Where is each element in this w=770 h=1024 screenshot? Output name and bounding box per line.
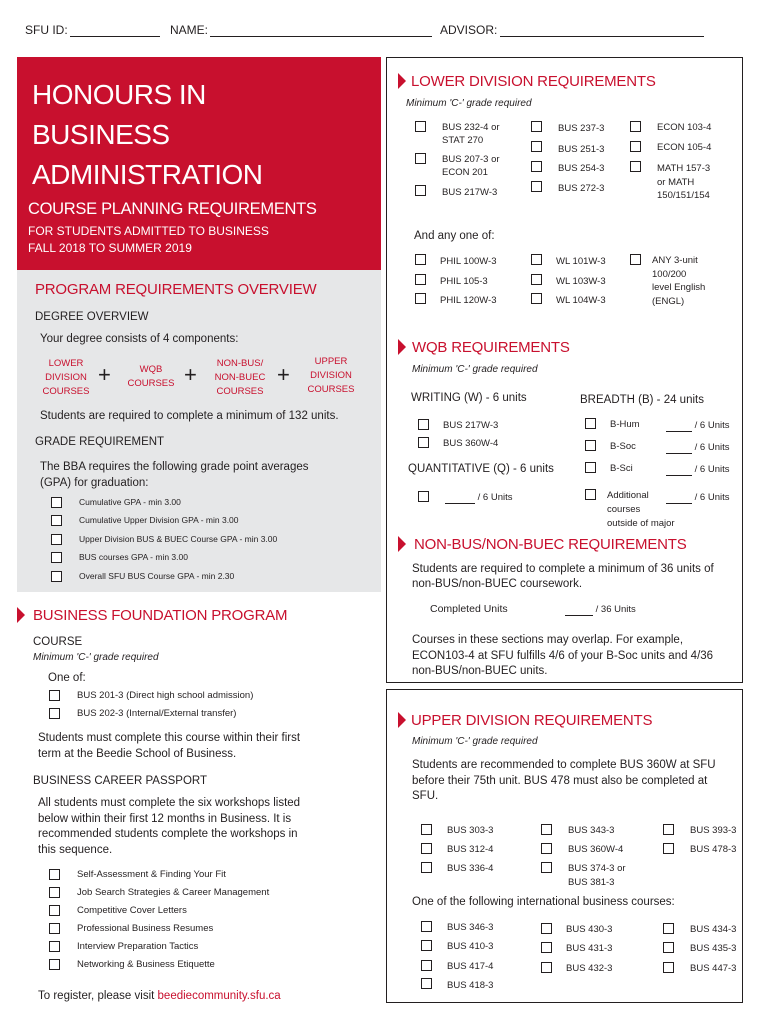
course-checkbox[interactable]: [541, 824, 552, 835]
min-units-text: Students are required to complete a minimum of 132 units.: [40, 410, 339, 422]
foundation-heading: BUSINESS FOUNDATION PROGRAM: [33, 607, 288, 624]
course-label: BUS 343-3: [568, 825, 615, 836]
course-checkbox[interactable]: [421, 824, 432, 835]
wqb-heading: WQB REQUIREMENTS: [412, 339, 570, 356]
section-arrow-icon: [398, 73, 406, 89]
workshop-item: Networking & Business Etiquette: [77, 959, 215, 970]
passport-text: All students must complete the six workshops listed: [38, 797, 301, 809]
course-label: PHIL 120W-3: [440, 295, 497, 306]
gpa-checkbox[interactable]: [51, 552, 62, 563]
name-label: NAME:: [170, 23, 209, 37]
course-checkbox[interactable]: [418, 437, 429, 448]
course-checkbox[interactable]: [585, 440, 596, 451]
overlap-text: non-BUS/non-BUEC units.: [412, 665, 548, 677]
component-wqb: WQB COURSES: [127, 364, 175, 389]
workshop-checkbox[interactable]: [49, 923, 60, 934]
course-checkbox[interactable]: [415, 153, 426, 164]
workshop-checkbox[interactable]: [49, 905, 60, 916]
gpa-item: Cumulative Upper Division GPA - min 3.00: [79, 515, 239, 525]
section-arrow-icon: [398, 536, 406, 552]
title-line-3: ADMINISTRATION: [32, 159, 263, 190]
course-label: BUS 447-3: [690, 963, 737, 974]
course-checkbox[interactable]: [663, 843, 674, 854]
course-checkbox[interactable]: [531, 274, 542, 285]
register-link[interactable]: beediecommunity.sfu.ca: [157, 990, 281, 1002]
course-checkbox[interactable]: [415, 293, 426, 304]
course-label: PHIL 105-3: [440, 276, 488, 287]
course-checkbox[interactable]: [418, 491, 429, 502]
overlap-text: ECON103-4 at SFU fulfills 4/6 of your B-Soc units and 4/36: [412, 649, 714, 662]
workshop-item: Professional Business Resumes: [77, 923, 214, 934]
for-line-1: FOR STUDENTS ADMITTED TO BUSINESS: [28, 224, 269, 238]
course-checkbox[interactable]: [541, 862, 552, 873]
course-option: BUS 201-3 (Direct high school admission): [77, 690, 254, 701]
course-label: ECON 103-4: [657, 122, 712, 133]
course-checkbox[interactable]: [531, 121, 542, 132]
course-checkbox[interactable]: [415, 274, 426, 285]
course-checkbox[interactable]: [585, 418, 596, 429]
course-label: WL 103W-3: [556, 276, 606, 287]
course-checkbox[interactable]: [663, 824, 674, 835]
course-checkbox[interactable]: [49, 708, 60, 719]
plus-sign: +: [277, 362, 290, 387]
non-bus-heading: NON-BUS/NON-BUEC REQUIREMENTS: [414, 536, 687, 553]
upper-text: SFU.: [412, 790, 439, 802]
course-label: BUS 360W-4: [443, 438, 499, 449]
workshop-item: Self-Assessment & Finding Your Fit: [77, 869, 226, 880]
course-label: ECON 105-4: [657, 142, 712, 153]
upper-text: Students are recommended to complete BUS 360W at SFU: [412, 759, 716, 771]
course-label: BUS 312-4: [447, 844, 494, 855]
grade-text-2: (GPA) for graduation:: [40, 477, 149, 489]
quant-heading: QUANTITATIVE (Q) - 6 units: [408, 463, 554, 475]
component-upper: UPPER DIVISION COURSES: [307, 356, 355, 395]
completed-label: Completed Units: [430, 603, 508, 615]
course-label: BUS 417-4: [447, 961, 494, 972]
course-checkbox[interactable]: [421, 940, 432, 951]
upper-min-grade: Minimum 'C-' grade required: [412, 736, 538, 747]
workshop-checkbox[interactable]: [49, 869, 60, 880]
section-arrow-icon: [398, 339, 406, 355]
wqb-min-grade: Minimum 'C-' grade required: [412, 364, 538, 375]
course-label: WL 104W-3: [556, 295, 606, 306]
upper-text: before their 75th unit. BUS 478 must also be completed at: [412, 774, 708, 787]
breadth-heading: BREADTH (B) - 24 units: [580, 394, 704, 406]
course-checkbox[interactable]: [541, 923, 552, 934]
degree-heading: DEGREE OVERVIEW: [35, 311, 149, 323]
course-checkbox[interactable]: [663, 962, 674, 973]
course-checkbox[interactable]: [531, 181, 542, 192]
course-checkbox[interactable]: [541, 962, 552, 973]
course-checkbox[interactable]: [541, 942, 552, 953]
additional-units: / 6 Units: [666, 491, 730, 504]
course-label: BUS 432-3: [566, 963, 613, 974]
completed-units: / 36 Units: [565, 603, 636, 616]
workshop-checkbox[interactable]: [49, 941, 60, 952]
course-label: BUS 336-4: [447, 863, 494, 874]
plus-sign: +: [98, 362, 111, 387]
intl-heading: One of the following international business courses:: [412, 896, 675, 908]
passport-text: this sequence.: [38, 843, 113, 856]
course-checkbox[interactable]: [415, 254, 426, 265]
any-one-of-label: And any one of:: [414, 230, 495, 242]
course-checkbox[interactable]: [421, 843, 432, 854]
course-checkbox[interactable]: [585, 462, 596, 473]
course-checkbox[interactable]: [630, 141, 641, 152]
for-line-2: FALL 2018 TO SUMMER 2019: [28, 241, 192, 255]
course-label: BUS 478-3: [690, 844, 737, 855]
course-label: BUS 374-3 or BUS 381-3: [568, 863, 626, 888]
course-checkbox[interactable]: [421, 960, 432, 971]
gpa-checkbox[interactable]: [51, 571, 62, 582]
course-checkbox[interactable]: [415, 185, 426, 196]
min-grade-note: Minimum 'C-' grade required: [33, 652, 159, 663]
one-of-label: One of:: [48, 672, 86, 684]
non-bus-text-1: Students are required to complete a minimum of 36 units of: [412, 563, 714, 575]
advisor-label: ADVISOR:: [440, 23, 498, 37]
course-checkbox[interactable]: [421, 978, 432, 989]
title-line-2: BUSINESS: [32, 119, 170, 150]
grade-text-1: The BBA requires the following grade point averages: [40, 461, 309, 473]
additional-label: Additional courses outside of major: [607, 490, 675, 529]
course-label: BUS 418-3: [447, 980, 494, 991]
course-checkbox[interactable]: [663, 923, 674, 934]
sfu-id-label: SFU ID:: [25, 23, 68, 37]
gpa-item: Overall SFU BUS Course GPA - min 2.30: [79, 571, 235, 581]
section-arrow-icon: [17, 607, 25, 623]
course-checkbox[interactable]: [49, 690, 60, 701]
course-checkbox[interactable]: [421, 921, 432, 932]
course-label: BUS 410-3: [447, 941, 494, 952]
breadth-units: / 6 Units: [666, 441, 730, 454]
course-label: BUS 393-3: [690, 825, 737, 836]
sfu-id-field[interactable]: [70, 36, 160, 37]
workshop-item: Competitive Cover Letters: [77, 905, 187, 916]
overview-heading: PROGRAM REQUIREMENTS OVERVIEW: [35, 281, 317, 298]
gpa-item: Cumulative GPA - min 3.00: [79, 497, 181, 507]
course-label: BUS 237-3: [558, 123, 605, 134]
course-checkbox[interactable]: [630, 254, 641, 265]
course-checkbox[interactable]: [531, 293, 542, 304]
title-block: [17, 57, 381, 270]
workshop-item: Job Search Strategies & Career Management: [77, 887, 270, 898]
course-label: BUS 430-3: [566, 924, 613, 935]
component-non-bus: NON-BUS/ NON-BUEC COURSES: [214, 358, 266, 397]
degree-text: Your degree consists of 4 components:: [40, 333, 239, 345]
course-label: PHIL 100W-3: [440, 256, 497, 267]
course-checkbox[interactable]: [663, 942, 674, 953]
workshop-checkbox[interactable]: [49, 959, 60, 970]
course-checkbox[interactable]: [531, 161, 542, 172]
course-note-2: term at the Beedie School of Business.: [38, 748, 237, 760]
workshop-checkbox[interactable]: [49, 887, 60, 898]
course-label: MATH 157-3 or MATH 150/151/154: [657, 163, 711, 201]
writing-heading: WRITING (W) - 6 units: [411, 392, 527, 404]
grade-heading: GRADE REQUIREMENT: [35, 436, 165, 448]
breadth-label: B-Sci: [610, 463, 633, 474]
gpa-checkbox[interactable]: [51, 534, 62, 545]
course-label: BUS 251-3: [558, 144, 605, 155]
course-note-1: Students must complete this course within their first: [38, 732, 301, 744]
overlap-text: Courses in these sections may overlap. For example,: [412, 634, 684, 646]
lower-min-grade: Minimum 'C-' grade required: [406, 98, 532, 109]
course-label: BUS 254-3: [558, 163, 605, 174]
course-option: BUS 202-3 (Internal/External transfer): [77, 708, 237, 719]
course-label: BUS 303-3: [447, 825, 494, 836]
course-label: BUS 207-3 or ECON 201: [442, 154, 500, 178]
gpa-item: BUS courses GPA - min 3.00: [79, 552, 188, 562]
upper-division-heading: UPPER DIVISION REQUIREMENTS: [411, 712, 653, 729]
course-label: BUS 434-3: [690, 924, 737, 935]
lower-division-heading: LOWER DIVISION REQUIREMENTS: [411, 73, 656, 90]
gpa-checkbox[interactable]: [51, 515, 62, 526]
course-checkbox[interactable]: [531, 254, 542, 265]
gpa-item: Upper Division BUS & BUEC Course GPA - min 3.00: [79, 534, 278, 544]
passport-text: below within their first 12 months in Business. It is: [38, 812, 292, 825]
breadth-units: / 6 Units: [666, 419, 730, 432]
course-label: BUS 431-3: [566, 943, 613, 954]
component-lower: LOWER DIVISION COURSES: [42, 358, 90, 397]
course-label: ANY 3-unit 100/200 level English (ENGL): [652, 255, 706, 307]
section-arrow-icon: [398, 712, 406, 728]
course-checkbox[interactable]: [541, 843, 552, 854]
breadth-label: B-Soc: [610, 441, 636, 452]
workshop-item: Interview Preparation Tactics: [77, 941, 199, 952]
advisor-field[interactable]: [500, 36, 704, 37]
subtitle: COURSE PLANNING REQUIREMENTS: [28, 200, 317, 218]
register-line: To register, please visit beediecommunity.sfu.ca: [38, 990, 281, 1002]
quant-units: / 6 Units: [445, 491, 513, 504]
breadth-label: B-Hum: [610, 419, 640, 430]
breadth-units: / 6 Units: [666, 463, 730, 476]
course-label: BUS 272-3: [558, 183, 605, 194]
course-label: BUS 217W-3: [442, 187, 498, 198]
course-checkbox[interactable]: [630, 121, 641, 132]
course-heading: COURSE: [33, 636, 83, 648]
course-label: BUS 435-3: [690, 943, 737, 954]
course-checkbox[interactable]: [418, 419, 429, 430]
course-checkbox[interactable]: [531, 141, 542, 152]
course-checkbox[interactable]: [585, 489, 596, 500]
title-line-1: HONOURS IN: [32, 79, 206, 110]
course-label: BUS 232-4 or STAT 270: [442, 122, 500, 146]
plus-sign: +: [184, 362, 197, 387]
course-checkbox[interactable]: [421, 862, 432, 873]
passport-heading: BUSINESS CAREER PASSPORT: [33, 775, 208, 787]
gpa-checkbox[interactable]: [51, 497, 62, 508]
course-label: BUS 360W-4: [568, 844, 624, 855]
name-field[interactable]: [210, 36, 432, 37]
course-label: WL 101W-3: [556, 256, 606, 267]
passport-text: recommended students complete the workshops in: [38, 828, 298, 840]
course-checkbox[interactable]: [415, 121, 426, 132]
course-checkbox[interactable]: [630, 161, 641, 172]
course-label: BUS 346-3: [447, 922, 494, 933]
course-label: BUS 217W-3: [443, 420, 499, 431]
non-bus-text-2: non-BUS/non-BUEC coursework.: [412, 578, 583, 590]
